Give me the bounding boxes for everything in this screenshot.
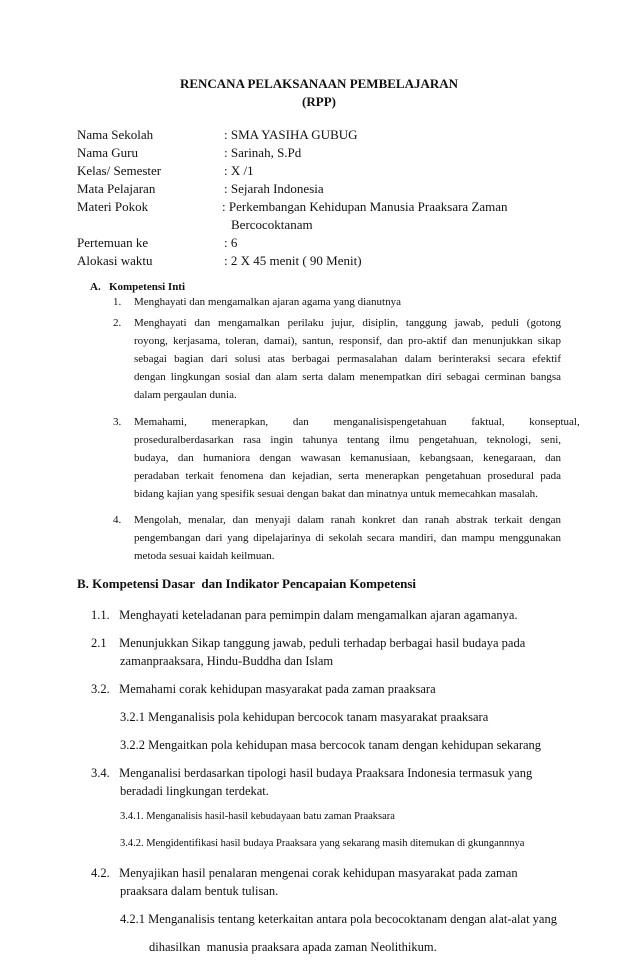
indicator-3-4-1: 3.4.1. Menganalisis hasil-hasil kebudayaan batu zaman Praaksara — [120, 811, 395, 822]
indicator-4-2-1-line-2: dihasilkan manusia praaksara apada zaman Neolithikum. — [149, 940, 437, 954]
label-alokasi-waktu: Alokasi waktu — [77, 253, 153, 268]
kd-4-2-line-2: praaksara dalam bentuk tulisan. — [120, 884, 279, 898]
value-nama-guru: : Sarinah, S.Pd — [224, 145, 302, 160]
ki-2-line-2: royong, kerjasama, toleran, damai), santun, responsif, dan pro-aktif dan menunjukkan sikap — [134, 335, 561, 347]
ki-2-line-5: dalam pergaulan dunia. — [134, 389, 237, 401]
ki-num-1: 1. — [113, 296, 122, 308]
ki-4-line-3: metoda sesuai kaidah keilmuan. — [134, 550, 275, 562]
ki-3-line-1: Memahami, menerapkan, dan menganalisispengetahuan faktual, konseptual, — [134, 416, 580, 428]
indicator-3-2-1: 3.2.1 Menganalisis pola kehidupan bercocok tanam masyarakat praaksara — [120, 710, 489, 724]
label-nama-sekolah: Nama Sekolah — [77, 127, 154, 142]
kd-heading: B. Kompetensi Dasar dan Indikator Pencapaian Kompetensi — [77, 576, 417, 591]
ki-1-line-1: Menghayati dan mengamalkan ajaran agama yang dianutnya — [134, 296, 401, 308]
indicator-4-2-1-line-1: 4.2.1 Menganalisis tentang keterkaitan antara pola becocoktanam dengan alat-alat yang — [120, 912, 557, 926]
kd-2-1-line-2: zamanpraaksara, Hindu-Buddha dan Islam — [120, 654, 334, 668]
ki-2-line-3: sebagai bagian dari solusi atas berbagai permasalahan dalam berinteraksi secara efektif — [134, 353, 561, 365]
label-mata-pelajaran: Mata Pelajaran — [77, 181, 156, 196]
ki-2-line-4: dengan lingkungan sosial dan alam serta dalam menempatkan diri sebagai cerminan bangsa — [134, 371, 561, 383]
indicator-3-4-2: 3.4.2. Mengidentifikasi hasil budaya Praaksara yang sekarang masih ditemukan di gkungannnya — [120, 838, 525, 849]
value-pertemuan: : 6 — [224, 235, 238, 250]
value-materi-pokok: : Perkembangan Kehidupan Manusia Praaksara Zaman — [222, 199, 508, 214]
ki-4-line-2: pengembangan dari yang dipelajarinya di sekolah secara mandiri, dan mampu menggunakan — [134, 532, 561, 544]
value-kelas-semester: : X /1 — [224, 163, 254, 178]
kd-3-2: 3.2. Memahami corak kehidupan masyarakat pada zaman praaksara — [91, 682, 436, 696]
ki-4-line-1: Mengolah, menalar, dan menyaji dalam ranah konkret dan ranah abstrak terkait dengan — [134, 514, 561, 526]
ki-num-2: 2. — [113, 317, 122, 329]
kd-3-4-line-1: 3.4. Menganalisi berdasarkan tipologi hasil budaya Praaksara Indonesia termasuk yang — [91, 766, 533, 780]
kd-3-4-line-2: beradadi lingkungan terdekat. — [120, 784, 269, 798]
label-nama-guru: Nama Guru — [77, 145, 139, 160]
label-materi-pokok: Materi Pokok — [77, 199, 149, 214]
ki-2-line-1: Menghayati dan mengamalkan perilaku jujur, disiplin, tanggung jawab, peduli (gotong — [134, 317, 561, 329]
kd-2-1-line-1: 2.1 Menunjukkan Sikap tanggung jawab, peduli terhadap berbagai hasil budaya pada — [91, 636, 526, 650]
indicator-3-2-2: 3.2.2 Mengaitkan pola kehidupan masa bercocok tanam dengan kehidupan sekarang — [120, 738, 542, 752]
kd-4-2-line-1: 4.2. Menyajikan hasil penalaran mengenai corak kehidupan masyarakat pada zaman — [91, 866, 518, 880]
value-alokasi-waktu: : 2 X 45 menit ( 90 Menit) — [224, 253, 362, 268]
value-materi-pokok-cont: Bercocoktanam — [231, 217, 313, 232]
kd-1-1: 1.1. Menghayati keteladanan para pemimpin dalam mengamalkan ajaran agamanya. — [91, 608, 518, 622]
document-subtitle: (RPP) — [302, 94, 336, 109]
ki-heading: A. Kompetensi Inti — [90, 281, 186, 293]
ki-3-line-2: proseduralberdasarkan rasa ingin tahunya tentang ilmu pengetahuan, teknologi, seni, — [134, 434, 561, 446]
ki-3-line-4: peradaban terkait fenomena dan kejadian, serta menerapkan pengetahuan prosedural pada — [134, 470, 561, 482]
ki-num-4: 4. — [113, 514, 122, 526]
label-pertemuan: Pertemuan ke — [77, 235, 149, 250]
value-mata-pelajaran: : Sejarah Indonesia — [224, 181, 324, 196]
ki-num-3: 3. — [113, 416, 122, 428]
ki-3-line-5: bidang kajian yang spesifik sesuai dengan bakat dan minatnya untuk memecahkan masalah. — [134, 488, 538, 500]
value-nama-sekolah: : SMA YASIHA GUBUG — [224, 127, 358, 142]
document-title: RENCANA PELAKSANAAN PEMBELAJARAN — [179, 76, 459, 91]
ki-3-line-3: budaya, dan humaniora dengan wawasan kemanusiaan, kebangsaan, kenegaraan, dan — [134, 452, 561, 464]
label-kelas-semester: Kelas/ Semester — [77, 163, 162, 178]
